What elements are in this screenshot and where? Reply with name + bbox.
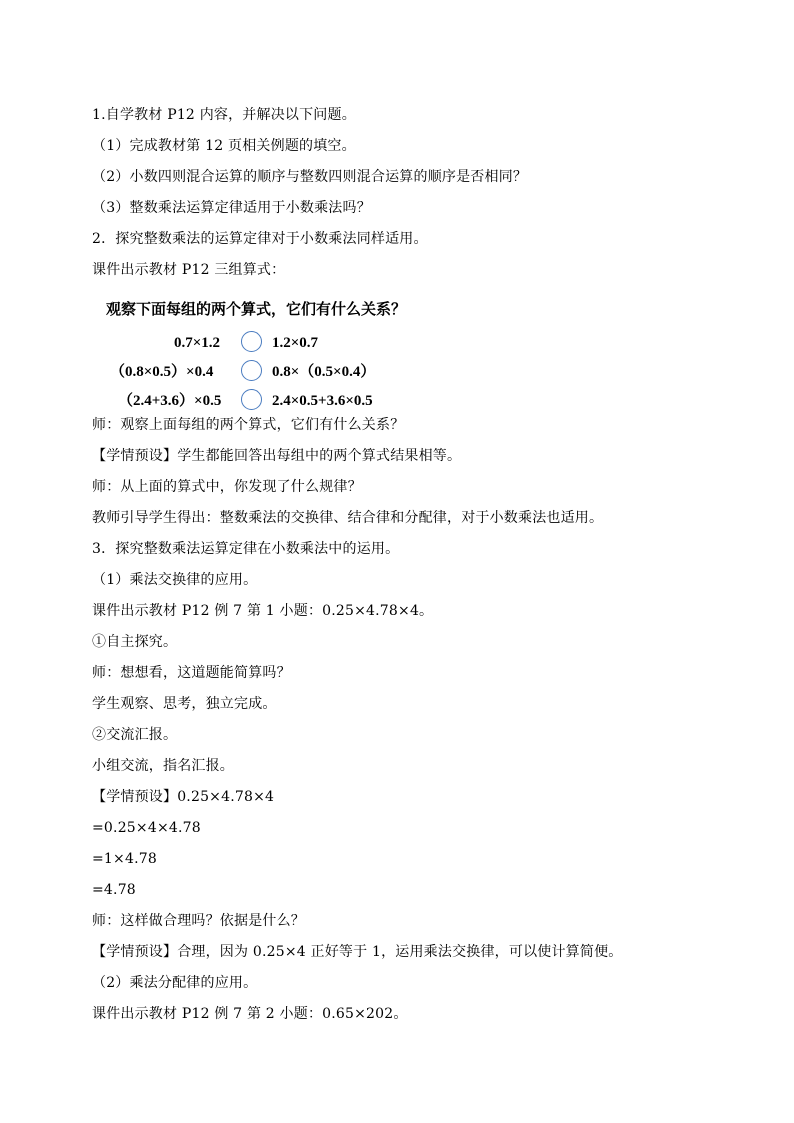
text-line: 课件出示教材 P12 三组算式：: [92, 262, 286, 278]
expression-right: 1.2×0.7: [272, 335, 319, 351]
comparison-figure: [100, 296, 480, 412]
expression-left: （0.8×0.5）×0.4: [110, 364, 214, 380]
text-line: 【学情预设】学生都能回答出每组中的两个算式结果相等。: [92, 448, 462, 464]
text-line: ①自主探究。: [92, 634, 178, 650]
text-line: （1）乘法交换律的应用。: [92, 572, 258, 588]
text-line: =4.78: [92, 882, 136, 898]
text-line: 课件出示教材 P12 例 7 第 1 小题：0.25×4.78×4。: [92, 603, 434, 619]
text-line: 【学情预设】合理，因为 0.25×4 正好等于 1，运用乘法交换律，可以使计算简便。: [92, 944, 623, 960]
text-line: 2．探究整数乘法的运算定律对于小数乘法同样适用。: [92, 231, 428, 247]
expression-right: 2.4×0.5+3.6×0.5: [272, 393, 373, 409]
figure-title: 观察下面每组的两个算式，它们有什么关系？: [106, 300, 407, 318]
text-line: 师：这样做合理吗？依据是什么？: [92, 913, 305, 929]
expression-left: 0.7×1.2: [174, 335, 221, 351]
text-line: =1×4.78: [92, 851, 157, 867]
text-line: （2）乘法分配律的应用。: [92, 975, 258, 991]
text-line: 3．探究整数乘法运算定律在小数乘法中的运用。: [92, 541, 400, 557]
text-line: 师：从上面的算式中，你发现了什么规律？: [92, 479, 362, 495]
text-line: 学生观察、思考，独立完成。: [92, 696, 277, 712]
text-line: （1）完成教材第 12 页相关例题的填空。: [92, 138, 356, 154]
text-line: ②交流汇报。: [92, 727, 178, 743]
text-line: （3）整数乘法运算定律适用于小数乘法吗？: [92, 200, 371, 216]
text-line: 课件出示教材 P12 例 7 第 2 小题：0.65×202。: [92, 1006, 408, 1022]
comparison-circle: [241, 360, 262, 381]
text-line: 师：想想看，这道题能简算吗？: [92, 665, 291, 681]
text-line: =0.25×4×4.78: [92, 820, 201, 836]
text-line: 【学情预设】0.25×4.78×4: [92, 789, 275, 805]
text-line: 教师引导学生得出：整数乘法的交换律、结合律和分配律，对于小数乘法也适用。: [92, 510, 604, 526]
comparison-circle: [241, 331, 262, 352]
comparison-circle: [241, 389, 262, 410]
text-line: （2）小数四则混合运算的顺序与整数四则混合运算的顺序是否相同？: [92, 169, 528, 185]
text-line: 师：观察上面每组的两个算式，它们有什么关系？: [92, 417, 405, 433]
text-line: 小组交流，指名汇报。: [92, 758, 234, 774]
text-line: 1.自学教材 P12 内容，并解决以下问题。: [92, 107, 356, 123]
expression-left: （2.4+3.6）×0.5: [118, 393, 222, 409]
expression-right: 0.8×（0.5×0.4）: [272, 364, 376, 380]
